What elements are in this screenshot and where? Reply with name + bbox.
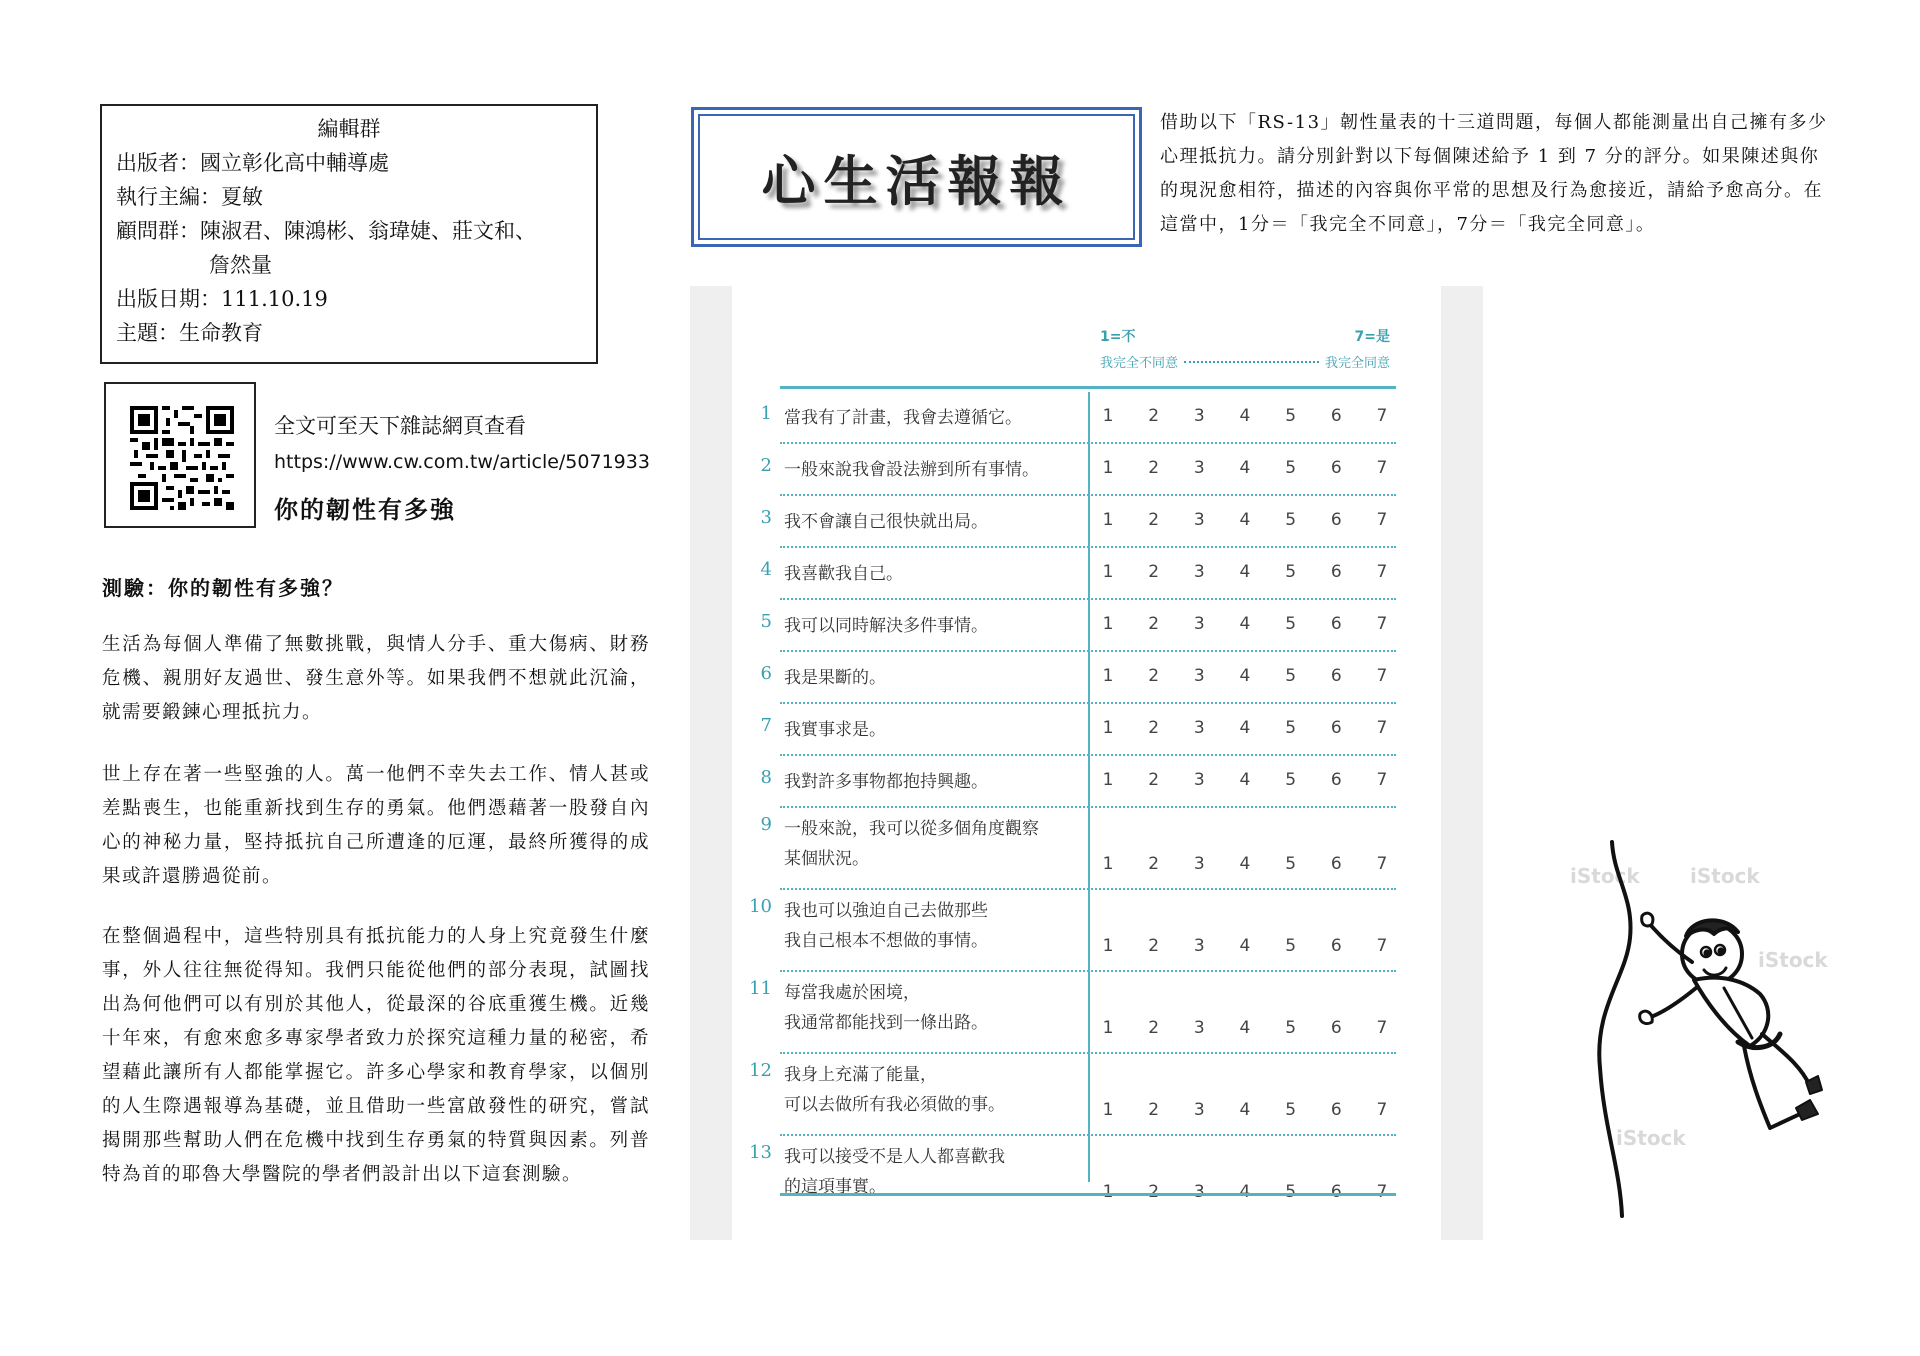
rating-scale[interactable] [1098, 1018, 1392, 1038]
question-text-line: 我可以同時解決多件事情。 [784, 616, 988, 636]
rating-option[interactable]: 3 [1193, 406, 1205, 426]
question-row [732, 392, 1396, 444]
question-number: 13 [749, 1142, 772, 1163]
quiz-heading: 測驗：你的韌性有多強？ [102, 576, 344, 600]
watermark-2: iStock [1690, 864, 1760, 888]
climber-body [1694, 978, 1768, 1046]
questionnaire-sheet [732, 286, 1441, 1240]
question-text [784, 611, 1084, 641]
question-text [784, 403, 1084, 433]
rating-scale[interactable] [1098, 770, 1392, 790]
rating-option[interactable]: 7 [1376, 458, 1388, 478]
rating-option[interactable]: 5 [1285, 510, 1297, 530]
rating-option[interactable]: 4 [1239, 406, 1251, 426]
question-number: 8 [760, 767, 772, 788]
newsletter-header-inner [698, 114, 1135, 240]
question-text [784, 814, 1084, 874]
rating-option[interactable]: 7 [1376, 1100, 1388, 1120]
question-row [732, 548, 1396, 600]
rating-scale[interactable] [1098, 718, 1392, 738]
scale-high-description: 我完全同意 [1324, 356, 1390, 371]
rating-option[interactable]: 6 [1330, 1018, 1342, 1038]
publish-date-line: 出版日期：111.10.19 [116, 287, 328, 311]
question-text-line: 我對許多事物都抱持興趣。 [784, 772, 988, 792]
rating-option[interactable]: 3 [1193, 666, 1205, 686]
rating-option[interactable]: 1 [1102, 770, 1114, 790]
rating-option[interactable]: 2 [1148, 718, 1160, 738]
question-text [784, 1060, 1084, 1120]
rating-option[interactable]: 3 [1193, 936, 1205, 956]
rating-option[interactable]: 5 [1285, 854, 1297, 874]
qr-code-box[interactable] [104, 382, 256, 528]
rating-option[interactable]: 2 [1148, 1182, 1160, 1202]
question-number: 9 [760, 814, 772, 835]
newsletter-header-box [691, 107, 1142, 247]
question-number: 10 [749, 896, 772, 917]
question-text-line: 我不會讓自己很快就出局。 [784, 512, 988, 532]
editorial-board-title: 編輯群 [317, 117, 381, 141]
question-row [732, 444, 1396, 496]
rating-option[interactable]: 5 [1285, 1182, 1297, 1202]
question-text-line: 我自己根本不想做的事情。 [784, 931, 988, 951]
question-number: 2 [760, 455, 772, 476]
question-row [732, 652, 1396, 704]
rating-scale[interactable] [1098, 1100, 1392, 1120]
rating-option[interactable]: 7 [1376, 854, 1388, 874]
editorial-board-box [100, 104, 598, 364]
rating-option[interactable]: 5 [1285, 562, 1297, 582]
question-text-line: 我可以接受不是人人都喜歡我 [784, 1147, 1005, 1167]
rating-option[interactable]: 3 [1193, 458, 1205, 478]
paragraph-1: 生活為每個人準備了無數挑戰，與情人分手、重大傷病、財務危機、親朋好友過世、發生意外等。如果我們不想就此沉淪，就需要鍛鍊心理抵抗力。 [102, 634, 650, 723]
rating-option[interactable]: 2 [1148, 936, 1160, 956]
rating-option[interactable]: 1 [1102, 854, 1114, 874]
rating-option[interactable]: 1 [1102, 936, 1114, 956]
question-text-line: 可以去做所有我必須做的事。 [784, 1095, 1005, 1115]
rating-option[interactable]: 2 [1148, 1018, 1160, 1038]
question-number: 12 [749, 1060, 772, 1081]
rating-option[interactable]: 3 [1193, 1100, 1205, 1120]
table-bottom-rule [780, 1193, 1396, 1196]
question-number: 7 [760, 715, 772, 736]
rating-scale[interactable] [1098, 936, 1392, 956]
question-row [732, 756, 1396, 808]
question-text-line: 我通常都能找到一條出路。 [784, 1013, 988, 1033]
question-text [784, 663, 1084, 693]
question-text-line: 當我有了計畫，我會去遵循它。 [784, 408, 1022, 428]
rating-option[interactable]: 4 [1239, 458, 1251, 478]
question-text [784, 715, 1084, 745]
rating-scale[interactable] [1098, 458, 1392, 478]
rating-scale[interactable] [1098, 614, 1392, 634]
rating-option[interactable]: 6 [1330, 666, 1342, 686]
rating-option[interactable]: 1 [1102, 666, 1114, 686]
rating-option[interactable]: 6 [1330, 854, 1342, 874]
rating-option[interactable]: 1 [1102, 718, 1114, 738]
rating-option[interactable]: 3 [1193, 854, 1205, 874]
rating-option[interactable]: 2 [1148, 666, 1160, 686]
question-row [732, 890, 1396, 972]
rating-option[interactable]: 5 [1285, 458, 1297, 478]
qr-caption-group [274, 408, 650, 528]
rating-option[interactable]: 2 [1148, 854, 1160, 874]
rating-option[interactable]: 2 [1148, 770, 1160, 790]
rating-option[interactable]: 6 [1330, 1100, 1342, 1120]
question-text-line: 我實事求是。 [784, 720, 886, 740]
question-text [784, 978, 1084, 1038]
question-text [784, 559, 1084, 589]
question-row [732, 808, 1396, 890]
rating-option[interactable]: 1 [1102, 562, 1114, 582]
chief-editor-line: 執行主編：夏敏 [116, 185, 263, 209]
rating-option[interactable]: 1 [1102, 406, 1114, 426]
scale-high-label: 7=是 [1354, 329, 1390, 345]
advisors-line-continued: 詹然量 [209, 253, 272, 277]
question-text-line: 每當我處於困境， [784, 983, 920, 1003]
rating-option[interactable]: 4 [1239, 718, 1251, 738]
rating-option[interactable]: 4 [1239, 1018, 1251, 1038]
question-row [732, 600, 1396, 652]
scale-legend [1100, 326, 1390, 371]
rating-scale[interactable] [1098, 666, 1392, 686]
rating-option[interactable]: 7 [1376, 1182, 1388, 1202]
rating-option[interactable]: 4 [1239, 854, 1251, 874]
watermark-4: iStock [1616, 1126, 1686, 1150]
rating-option[interactable]: 7 [1376, 1018, 1388, 1038]
rating-option[interactable]: 2 [1148, 1100, 1160, 1120]
rating-option[interactable]: 5 [1285, 666, 1297, 686]
question-number: 11 [749, 978, 772, 999]
rating-option[interactable]: 5 [1285, 614, 1297, 634]
rating-option[interactable]: 6 [1330, 718, 1342, 738]
rating-option[interactable]: 7 [1376, 770, 1388, 790]
question-number: 5 [760, 611, 772, 632]
rating-option[interactable]: 5 [1285, 1018, 1297, 1038]
handwritten-title: 你的韌性有多強 [274, 495, 456, 524]
rating-option[interactable]: 5 [1285, 770, 1297, 790]
question-row [732, 1136, 1396, 1218]
scale-dotted-line [1184, 361, 1319, 363]
question-text-line: 我喜歡我自己。 [784, 564, 903, 584]
watermark-3: iStock [1758, 948, 1828, 972]
rating-option[interactable]: 2 [1148, 562, 1160, 582]
rating-option[interactable]: 3 [1193, 510, 1205, 530]
rating-option[interactable]: 1 [1102, 614, 1114, 634]
rope [1599, 842, 1630, 1216]
rating-option[interactable]: 6 [1330, 406, 1342, 426]
rating-option[interactable]: 7 [1376, 614, 1388, 634]
question-text-line: 一般來說，我可以從多個角度觀察 [784, 819, 1039, 839]
rating-option[interactable]: 4 [1239, 936, 1251, 956]
question-text [784, 455, 1084, 485]
newsletter-title: 心生活報報 [761, 148, 1072, 213]
rating-option[interactable]: 4 [1239, 1182, 1251, 1202]
publisher-line: 出版者：國立彰化高中輔導處 [116, 151, 389, 175]
table-top-rule [780, 386, 1396, 389]
question-text [784, 896, 1084, 956]
climber-leg-2 [1762, 1034, 1810, 1086]
rating-option[interactable]: 1 [1102, 1100, 1114, 1120]
paragraph-3: 在整個過程中，這些特別具有抵抗能力的人身上究竟發生什麼事，外人往往無從得知。我們只能從他們的部分表現，試圖找出為何他們可以有別於其他人，從最深的谷底重獲生機。近幾十年來，有愈來愈多專家學者致力於探究這種力量的秘密，希望藉此讓所有人都能掌握它。許多心學家和教育學家，以個別的人生際遇報導為基礎，並且借助一些富啟發性的研究，嘗試揭開那些幫助人們在危機中找到生存勇氣的特質與因素。列普特為首的耶魯大學醫院的學者們設計出以下這套測驗。 [102, 926, 650, 1185]
topic-line: 主題：生命教育 [116, 321, 263, 345]
rating-option[interactable]: 5 [1285, 718, 1297, 738]
rating-option[interactable]: 4 [1239, 510, 1251, 530]
rating-option[interactable]: 4 [1239, 666, 1251, 686]
question-number: 3 [760, 507, 772, 528]
rating-option[interactable]: 5 [1285, 936, 1297, 956]
rating-option[interactable]: 3 [1193, 1182, 1205, 1202]
question-text-line: 我是果斷的。 [784, 668, 886, 688]
rating-option[interactable]: 1 [1102, 1018, 1114, 1038]
question-number: 4 [760, 559, 772, 580]
rating-option[interactable]: 2 [1148, 458, 1160, 478]
question-text-line: 一般來說我會設法辦到所有事情。 [784, 460, 1039, 480]
rating-option[interactable]: 4 [1239, 770, 1251, 790]
rating-option[interactable]: 4 [1239, 614, 1251, 634]
rating-option[interactable]: 3 [1193, 562, 1205, 582]
question-row [732, 972, 1396, 1054]
question-text-line: 我身上充滿了能量， [784, 1065, 937, 1085]
rating-scale[interactable] [1098, 1182, 1392, 1202]
rating-option[interactable]: 7 [1376, 406, 1388, 426]
question-row [732, 704, 1396, 756]
intro-paragraph: 借助以下「RS-13」韌性量表的十三道問題，每個人都能測量出自己擁有多少心理抵抗力。請分別針對以下每個陳述給予 1 到 7 分的評分。如果陳述與你的現況愈相符，描述的內容與你平常的思想及行為愈接近，請給予愈高分。在這當中，1分＝「我完全不同意」，7分＝「我完全同意」。 [1160, 112, 1828, 235]
question-text-line: 的這項事實。 [784, 1177, 886, 1197]
rating-option[interactable]: 1 [1102, 1182, 1114, 1202]
rating-option[interactable]: 7 [1376, 562, 1388, 582]
rating-option[interactable]: 7 [1376, 510, 1388, 530]
question-number: 6 [760, 663, 772, 684]
scale-low-label: 1=不 [1100, 329, 1136, 345]
rating-option[interactable]: 6 [1330, 458, 1342, 478]
article-url-link[interactable]: https://www.cw.com.tw/article/5071933 [274, 451, 650, 473]
rs13-questionnaire [690, 286, 1483, 1240]
rating-option[interactable]: 6 [1330, 1182, 1342, 1202]
paragraph-2: 世上存在著一些堅強的人。萬一他們不幸失去工作、情人甚或差點喪生，也能重新找到生存的勇氣。他們憑藉著一股發自內心的神秘力量，堅持抵抗自己所遭逢的厄運，最終所獲得的成果或許還勝過從前。 [102, 764, 650, 887]
rating-option[interactable]: 5 [1285, 406, 1297, 426]
rating-option[interactable]: 7 [1376, 666, 1388, 686]
rating-option[interactable]: 2 [1148, 614, 1160, 634]
rating-scale[interactable] [1098, 510, 1392, 530]
rating-option[interactable]: 3 [1193, 614, 1205, 634]
qr-caption: 全文可至天下雜誌網頁查看 [274, 414, 526, 438]
advisors-line: 顧問群：陳淑君、陳鴻彬、翁瑋婕、莊文和、 [116, 219, 536, 243]
rock-climber-illustration [1574, 838, 1824, 1218]
question-row [732, 1054, 1396, 1136]
qr-code-icon [130, 406, 234, 510]
rating-scale[interactable] [1098, 406, 1392, 426]
rating-option[interactable]: 3 [1193, 1018, 1205, 1038]
question-number: 1 [760, 403, 772, 424]
question-text-line: 某個狀況。 [784, 849, 869, 869]
question-text [784, 767, 1084, 797]
question-row [732, 496, 1396, 548]
rating-scale[interactable] [1098, 854, 1392, 874]
climber-arm-low [1648, 988, 1696, 1018]
rating-option[interactable]: 1 [1102, 458, 1114, 478]
watermark-1: iStock [1570, 864, 1640, 888]
rating-option[interactable]: 3 [1193, 718, 1205, 738]
question-text [784, 507, 1084, 537]
rating-option[interactable]: 4 [1239, 562, 1251, 582]
rating-option[interactable]: 7 [1376, 936, 1388, 956]
rating-option[interactable]: 2 [1148, 510, 1160, 530]
rating-option[interactable]: 6 [1330, 510, 1342, 530]
rating-option[interactable]: 6 [1330, 936, 1342, 956]
scale-low-description: 我完全不同意 [1100, 356, 1179, 371]
rating-option[interactable]: 6 [1330, 770, 1342, 790]
rating-option[interactable]: 6 [1330, 614, 1342, 634]
rating-option[interactable]: 6 [1330, 562, 1342, 582]
rating-option[interactable]: 5 [1285, 1100, 1297, 1120]
rating-option[interactable]: 1 [1102, 510, 1114, 530]
rating-option[interactable]: 7 [1376, 718, 1388, 738]
rating-option[interactable]: 4 [1239, 1100, 1251, 1120]
question-text-line: 我也可以強迫自己去做那些 [784, 901, 988, 921]
rating-scale[interactable] [1098, 562, 1392, 582]
rating-option[interactable]: 2 [1148, 406, 1160, 426]
rating-option[interactable]: 3 [1193, 770, 1205, 790]
